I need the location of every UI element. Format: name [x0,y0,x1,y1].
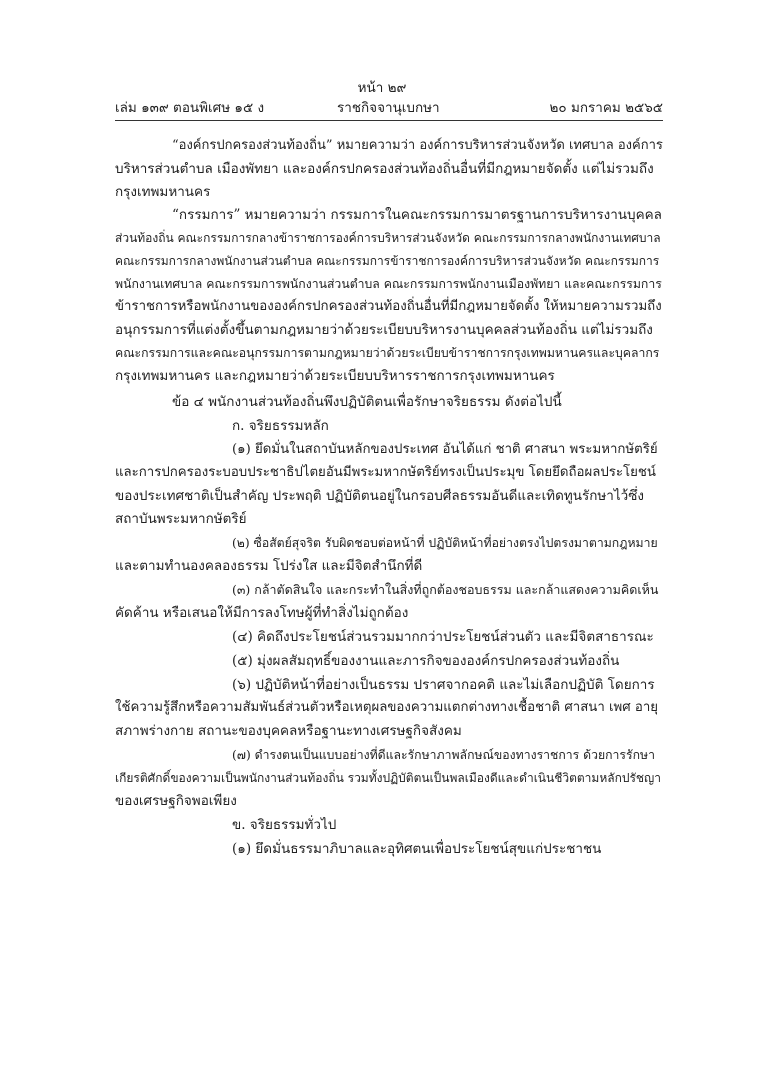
definition-line: คณะกรรมการและคณะอนุกรรมการตามกฎหมายว่าด้วยระเบียบข้าราชการกรุงเทพมหานครและบุคลากร [115,346,660,360]
definition-line: กรุงเทพมหานคร และกฎหมายว่าด้วยระเบียบบริหารราชการกรุงเทพมหานคร [115,368,555,384]
page-number: หน้า ๒๙ [357,80,407,96]
clause-line: สภาพร่างกาย สถานะของบุคคลหรือฐานะทางเศรษฐกิจสังคม [115,723,462,739]
clause-line: (๔) คิดถึงประโยชน์ส่วนรวมมากกว่าประโยชน์ส่วนตัว และมีจิตสาธารณะ [232,629,654,645]
definition-line: ข้าราชการหรือพนักงานขององค์กรปกครองส่วนท้องถิ่นอื่นที่มีกฎหมายจัดตั้ง ให้หมายความรวมถึง [115,299,662,314]
clause-line: ของเศรษฐกิจพอเพียง [115,793,237,809]
definition-line: คณะกรรมการกลางพนักงานส่วนตำบล คณะกรรมการข้าราชการองค์การบริหารส่วนจังหวัด คณะกรรมการ [115,254,660,268]
section-heading: ข. จริยธรรมทั่วไป [232,817,337,833]
clause-line: สถาบันพระมหากษัตริย์ [115,511,247,527]
volume-issue: เล่ม ๑๓๙ ตอนพิเศษ ๑๕ ง [115,100,265,116]
clause-line: (๕) มุ่งผลสัมฤทธิ์ของงานและภารกิจขององค์กรปกครองส่วนท้องถิ่น [232,653,620,669]
clause-line: และการปกครองระบอบประชาธิปไตยอันมีพระมหากษัตริย์ทรงเป็นประมุข โดยยึดถือผลประโยชน์ [115,465,656,480]
definition-line: กรุงเทพมหานคร [115,184,211,200]
article-heading: ข้อ ๔ พนักงานส่วนท้องถิ่นพึงปฏิบัติตนเพื่อรักษาจริยธรรม ดังต่อไปนี้ [172,394,562,410]
clause-line: (๓) กล้าตัดสินใจ และกระทำในสิ่งที่ถูกต้องชอบธรรม และกล้าแสดงความคิดเห็น [232,582,659,597]
clause-line: (๖) ปฏิบัติหน้าที่อย่างเป็นธรรม ปราศจากอคติ และไม่เลือกปฏิบัติ โดยการ [232,677,655,693]
clause-line: ของประเทศชาติเป็นสำคัญ ประพฤติ ปฏิบัติตนอยู่ในกรอบศีลธรรมอันดีและเทิดทูนรักษาไว้ซึ่ง [115,488,645,504]
clause-line: (๒) ซื่อสัตย์สุจริต รับผิดชอบต่อหน้าที่ ปฏิบัติหน้าที่อย่างตรงไปตรงมาตามกฎหมาย [232,536,658,550]
clause-line: เกียรติศักดิ์ของความเป็นพนักงานส่วนท้องถิ่น รวมทั้งปฏิบัติตนเป็นพลเมืองดีและดำเนินชีวิตตามหลักปรัชญา [115,771,662,785]
definition-line: “องค์กรปกครองส่วนท้องถิ่น” หมายความว่า องค์การบริหารส่วนจังหวัด เทศบาล องค์การ [172,138,663,153]
publication-name: ราชกิจจานุเบกษา [337,100,440,116]
clause-line: (๗) ดำรงตนเป็นแบบอย่างที่ดีและรักษาภาพลักษณ์ของทางราชการ ด้วยการรักษา [232,748,655,762]
definition-line: พนักงานเทศบาล คณะกรรมการพนักงานส่วนตำบล คณะกรรมการพนักงานเมืองพัทยา และคณะกรรมการ [115,277,662,291]
clause-line: (๑) ยึดมั่นในสถาบันหลักของประเทศ อันได้แก่ ชาติ ศาสนา พระมหากษัตริย์ [232,442,658,457]
clause-line: ใช้ความรู้สึกหรือความสัมพันธ์ส่วนตัวหรือเหตุผลของความแตกต่างทางเชื้อชาติ ศาสนา เพศ อายุ [115,700,659,715]
definition-line: อนุกรรมการที่แต่งตั้งขึ้นตามกฎหมายว่าด้วยระเบียบบริหารงานบุคคลส่วนท้องถิ่น แต่ไม่รวมถึง [115,322,653,338]
header-divider [115,120,663,121]
gazette-header [115,97,663,119]
publication-date: ๒๐ มกราคม ๒๕๖๕ [549,100,663,116]
clause-line: และตามทำนองคลองธรรม โปร่งใส และมีจิตสำนึกที่ดี [115,558,423,574]
definition-line: “กรรมการ” หมายความว่า กรรมการในคณะกรรมการมาตรฐานการบริหารงานบุคคล [172,207,662,223]
definition-line: ส่วนท้องถิ่น คณะกรรมการกลางข้าราชการองค์การบริหารส่วนจังหวัด คณะกรรมการกลางพนักงานเทศบาล [115,231,661,245]
clause-line: คัดค้าน หรือเสนอให้มีการลงโทษผู้ที่ทำสิ่งไม่ถูกต้อง [115,605,409,621]
clause-line: (๑) ยึดมั่นธรรมาภิบาลและอุทิศตนเพื่อประโยชน์สุขแก่ประชาชน [232,841,602,857]
definition-line: บริหารส่วนตำบล เมืองพัทยา และองค์กรปกครองส่วนท้องถิ่นอื่นที่มีกฎหมายจัดตั้ง แต่ไม่รวมถึง [115,161,654,177]
section-heading: ก. จริยธรรมหลัก [232,418,329,434]
